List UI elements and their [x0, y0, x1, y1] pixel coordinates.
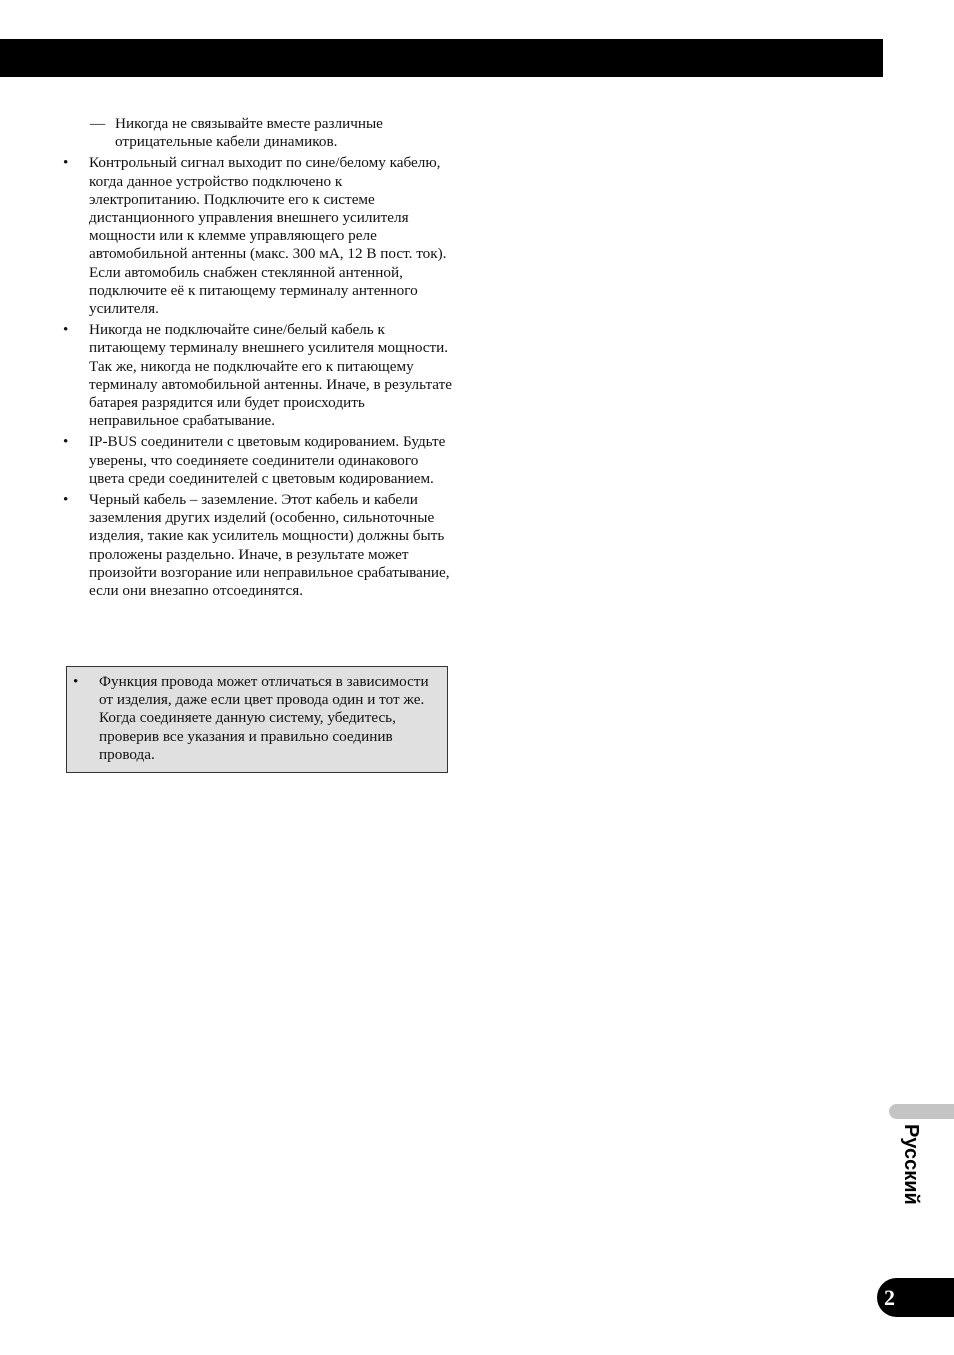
note-text: Функция провода может отличаться в зависимости от изделия, даже если цвет провода один и тот же. Когда соединяете данную систему, убедитесь, проверив все указания и правильно соединив провода. [99, 673, 429, 763]
main-content [62, 115, 457, 603]
bullet-item-text: IP-BUS соединители с цветовым кодированием. Будьте уверены, что соединяете соединители одинакового цвета среди соединителей с цветовым кодированием. [89, 433, 446, 487]
header-bar [0, 39, 883, 77]
bullet-list-item [62, 491, 457, 600]
note-item [67, 667, 447, 764]
dash-item-text: Никогда не связывайте вместе различные отрицательные кабели динамиков. [115, 115, 383, 151]
bullet-item-text: Никогда не подключайте сине/белый кабель к питающему терминалу внешнего усилителя мощности. Так же, никогда не подключайте его к питающему терминалу автомобильной антенны. Иначе, в результате батарея разрядится или будет происходить неправильное срабатывание. [89, 321, 453, 430]
bullet-list-item [62, 154, 457, 318]
bullet-item-text: Черный кабель – заземление. Этот кабель и кабели заземления других изделий (особенно, сильноточные изделия, такие как усилитель мощности) должны быть проложены раздельно. Иначе, в результате может произойти возгорание или неправильное срабатывание, если они внезапно отсоединятся. [89, 491, 450, 600]
language-label: Русский [900, 1124, 922, 1205]
dash-list-item [62, 115, 457, 151]
bullet-marker: • [73, 673, 79, 690]
bullet-list-item [62, 433, 457, 488]
language-tab [889, 1104, 954, 1119]
bullet-marker: • [63, 321, 69, 339]
bullet-marker: • [63, 154, 69, 172]
bullet-marker: • [63, 491, 69, 509]
note-box [66, 666, 448, 773]
bullet-item-text: Контрольный сигнал выходит по сине/белому кабелю, когда данное устройство подключено к электропитанию. Подключите его к системе дистанционного управления внешнего усилителя мощности или к клемме управляющего реле автомобильной антенны (макс. 300 мА, 12 В пост. ток). Если автомобиль снабжен стеклянной антенной, подключите её к питающему терминалу антенного усилителя. [89, 154, 447, 318]
bullet-list-item [62, 321, 457, 430]
dash-marker: — [90, 115, 106, 132]
page-number: 2 [877, 1278, 954, 1317]
bullet-marker: • [63, 433, 69, 451]
